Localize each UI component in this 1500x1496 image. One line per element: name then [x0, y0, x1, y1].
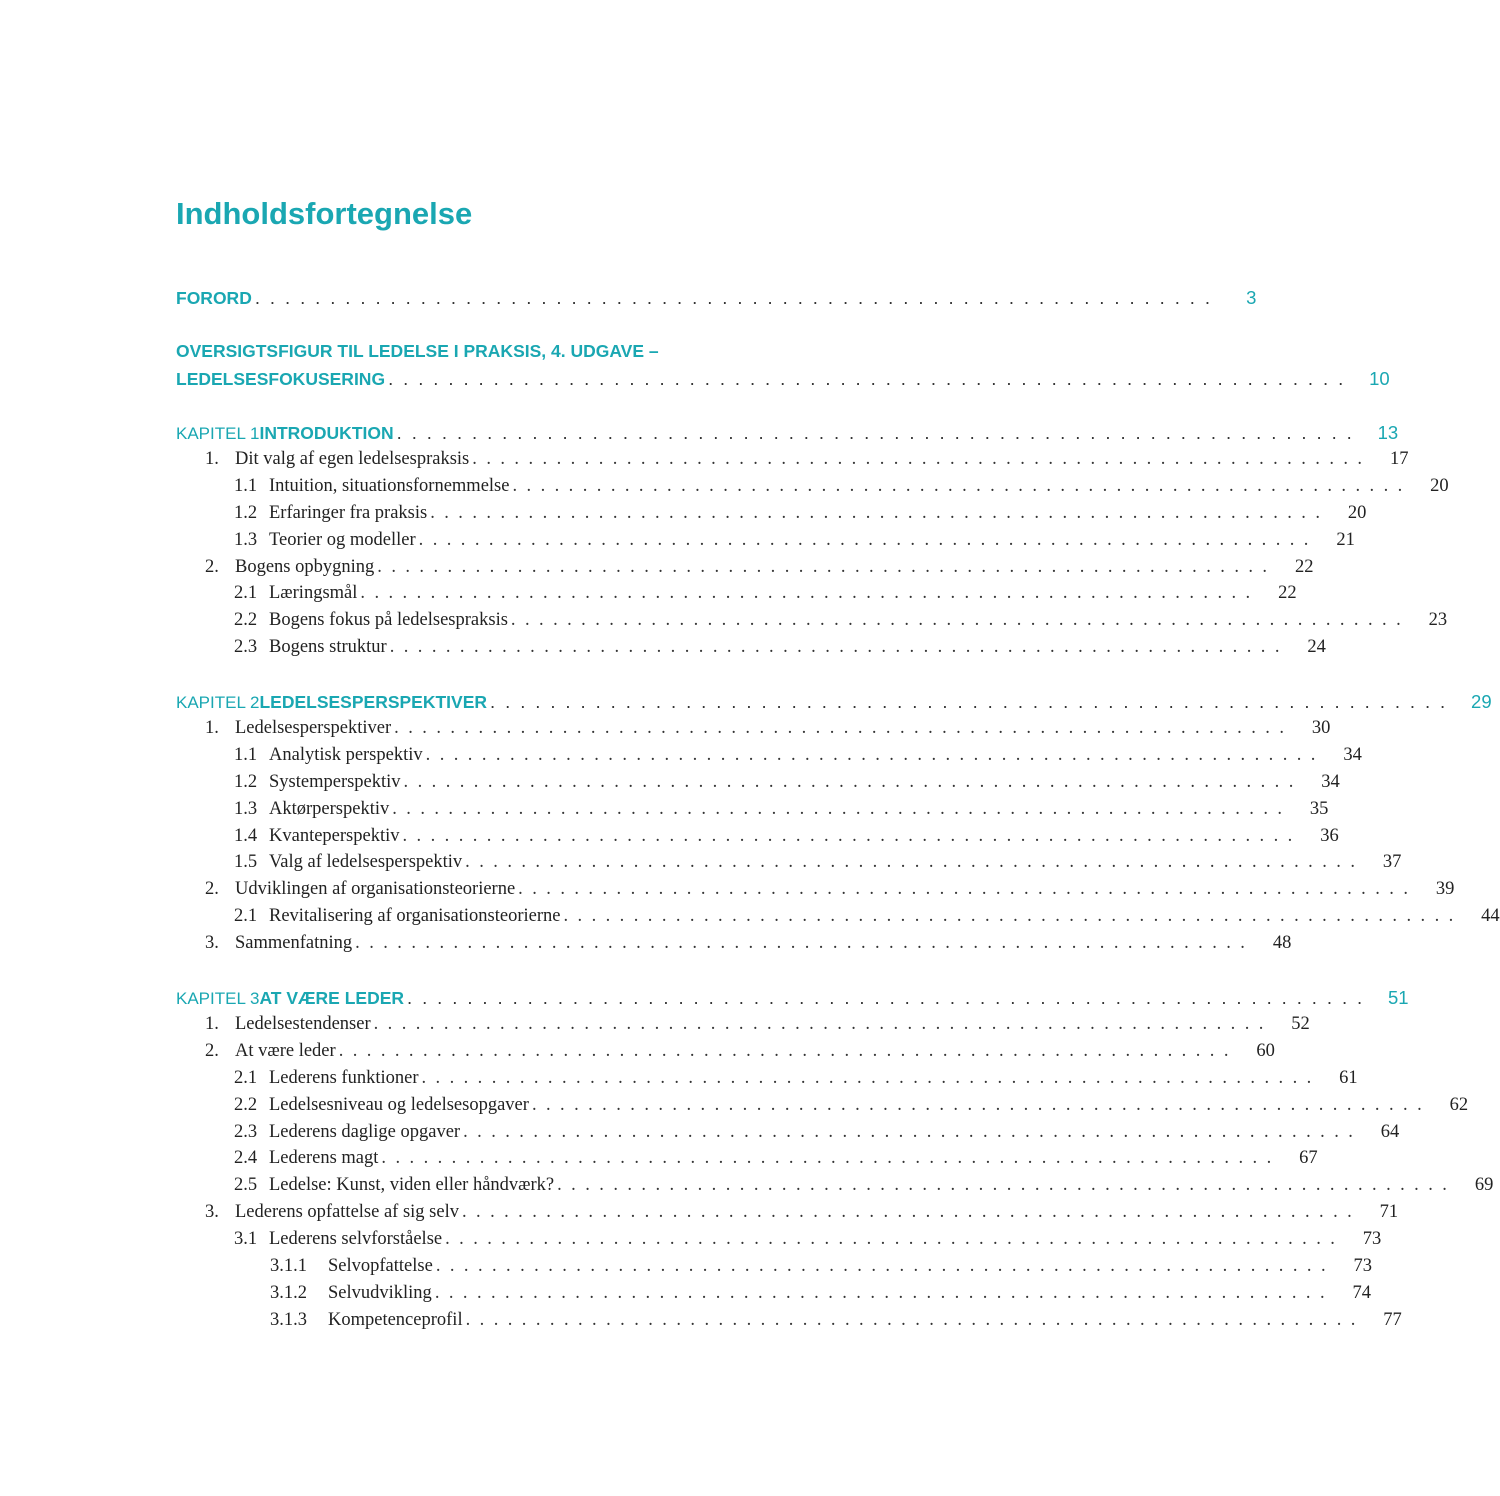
page-number: 22: [1278, 583, 1297, 603]
section-number: 2.1: [234, 906, 258, 926]
page-number: 44: [1481, 906, 1500, 926]
leader-dots: . . . . . . . . . . . . . . . . . . . . . . . . . . . . . . . . . . . . . . . . . . . . . . . . . . . . . . . . . . . . . . . .: [430, 503, 1323, 523]
section-title: Bogens fokus på ledelsespraksis: [269, 610, 508, 630]
page-number: 34: [1321, 772, 1340, 792]
section-title: Revitalisering af organisationsteorierne: [269, 906, 561, 926]
section-number: 2.1: [234, 583, 258, 603]
section-number: 3.: [205, 933, 219, 953]
section-title: Erfaringer fra praksis: [269, 503, 428, 523]
toc-entry: [234, 580, 1297, 607]
toc-entry: [205, 930, 1292, 957]
section-title: Analytisk perspektiv: [269, 745, 423, 765]
toc-entry: [234, 1172, 1494, 1199]
section-title: Udviklingen af organisationsteorierne: [235, 879, 516, 899]
section-number: 1.2: [234, 772, 258, 792]
section-title: Lederens magt: [269, 1148, 379, 1168]
toc-entry: [234, 796, 1329, 823]
page-title: Indholdsfortegnelse: [176, 196, 473, 231]
toc-entry: [234, 769, 1340, 796]
section-number: 2.2: [234, 610, 258, 630]
leader-dots: . . . . . . . . . . . . . . . . . . . . . . . . . . . . . . . . . . . . . . . . . . . . . . . . . . . . . . . . . . . . . . . .: [463, 1122, 1356, 1142]
leader-dots: . . . . . . . . . . . . . . . . . . . . . . . . . . . . . . . . . . . . . . . . . . . . . . . . . . . . . . . . . . . . . . . .: [510, 610, 1404, 630]
page-number: 29: [1471, 691, 1492, 712]
page-number: 39: [1435, 879, 1455, 899]
toc-entry: [234, 823, 1339, 850]
leader-dots: . . . . . . . . . . . . . . . . . . . . . . . . . . . . . . . . . . . . . . . . . . . . . . . . . . . . . . . . . . . . . . . .: [355, 933, 1248, 953]
page-number: 69: [1474, 1175, 1494, 1195]
chapter-title: LEDELSESPERSPEKTIVER: [259, 692, 488, 712]
section-number: 1.3: [234, 799, 258, 819]
section-number: 2.3: [234, 637, 258, 657]
toc-entry-forord: [176, 284, 1257, 311]
chapter-title: INTRODUKTION: [259, 423, 394, 443]
toc-entry: [234, 473, 1449, 500]
leader-dots: . . . . . . . . . . . . . . . . . . . . . . . . . . . . . . . . . . . . . . . . . . . . . . . . . . . . . . . . . . . . . . . .: [518, 879, 1411, 899]
page-number: 20: [1347, 503, 1367, 523]
section-title: Selvudvikling: [328, 1283, 432, 1303]
chapter-title: AT VÆRE LEDER: [259, 988, 405, 1008]
oversigt-label-line1: OVERSIGTSFIGUR TIL LEDELSE I PRAKSIS, 4. UDGAVE –: [176, 341, 659, 361]
toc-entry: [234, 1092, 1469, 1119]
toc-entry: [270, 1253, 1372, 1280]
leader-dots: . . . . . . . . . . . . . . . . . . . . . . . . . . . . . . . . . . . . . . . . . . . . . . . . . . . . . . . . . . . . . . . .: [403, 772, 1296, 792]
toc-entry-oversigt: [176, 365, 1390, 392]
leader-dots: . . . . . . . . . . . . . . . . . . . . . . . . . . . . . . . . . . . . . . . . . . . . . . . . . . . . . . . . . . . . . . . .: [396, 422, 1355, 443]
toc-entry: [270, 1280, 1371, 1307]
page-number: 3: [1246, 287, 1257, 308]
section-title: Bogens struktur: [269, 637, 387, 657]
page-number: 74: [1352, 1283, 1371, 1303]
leader-dots: . . . . . . . . . . . . . . . . . . . . . . . . . . . . . . . . . . . . . . . . . . . . . . . . . . . . . . . . . . . . . . . .: [254, 287, 1213, 308]
toc-entry: [234, 634, 1326, 661]
leader-dots: . . . . . . . . . . . . . . . . . . . . . . . . . . . . . . . . . . . . . . . . . . . . . . . . . . . . . . . . . . . . . . . .: [392, 799, 1285, 819]
page-number: 37: [1382, 852, 1402, 872]
toc-entry: [234, 742, 1362, 769]
section-title: Lederens funktioner: [269, 1068, 419, 1088]
leader-dots: . . . . . . . . . . . . . . . . . . . . . . . . . . . . . . . . . . . . . . . . . . . . . . . . . . . . . . . . . . . . . . . .: [425, 745, 1318, 765]
page-number: 23: [1428, 610, 1448, 630]
toc-entry: [270, 1307, 1402, 1334]
section-number: 1.2: [234, 503, 258, 523]
toc-entry: [234, 1145, 1318, 1172]
section-number: 1.5: [234, 852, 258, 872]
toc-entry: [234, 1226, 1382, 1253]
toc-entry: [205, 1038, 1275, 1065]
page-number: 77: [1383, 1310, 1402, 1330]
chapter-heading-2: [176, 688, 1492, 715]
leader-dots: . . . . . . . . . . . . . . . . . . . . . . . . . . . . . . . . . . . . . . . . . . . . . . . . . . . . . . . . . . . . . . . .: [461, 1202, 1355, 1222]
leader-dots: . . . . . . . . . . . . . . . . . . . . . . . . . . . . . . . . . . . . . . . . . . . . . . . . . . . . . . . . . . . . . . . .: [472, 449, 1365, 469]
section-number: 3.: [205, 1202, 219, 1222]
section-title: Dit valg af egen ledelsespraksis: [235, 449, 470, 469]
section-number: 2.3: [234, 1122, 258, 1142]
leader-dots: . . . . . . . . . . . . . . . . . . . . . . . . . . . . . . . . . . . . . . . . . . . . . . . . . . . . . . . . . . . . . . . .: [557, 1175, 1450, 1195]
chapter-prefix: KAPITEL 1: [176, 424, 260, 443]
section-title: Lederens daglige opgaver: [269, 1122, 461, 1142]
oversigt-label-line2: LEDELSESFOKUSERING: [176, 369, 386, 389]
section-title: Valg af ledelsesperspektiv: [269, 852, 463, 872]
section-number: 2.: [205, 879, 219, 899]
page-number: 13: [1377, 422, 1399, 443]
section-number: 1.: [205, 718, 219, 738]
page-number: 10: [1369, 368, 1390, 389]
page-number: 71: [1379, 1202, 1399, 1222]
toc-entry: [234, 1119, 1400, 1146]
section-number: 3.1: [234, 1229, 258, 1249]
section-number: 1.: [205, 1014, 219, 1034]
leader-dots: . . . . . . . . . . . . . . . . . . . . . . . . . . . . . . . . . . . . . . . . . . . . . . . . . . . . . . . . . . . . . . . .: [373, 1014, 1266, 1034]
leader-dots: . . . . . . . . . . . . . . . . . . . . . . . . . . . . . . . . . . . . . . . . . . . . . . . . . . . . . . . . . . . . . . . .: [418, 530, 1311, 550]
leader-dots: . . . . . . . . . . . . . . . . . . . . . . . . . . . . . . . . . . . . . . . . . . . . . . . . . . . . . . . . . . . . . . . .: [402, 826, 1295, 846]
toc-entry: [205, 554, 1314, 581]
section-number: 2.4: [234, 1148, 258, 1168]
section-title: Ledelse: Kunst, viden eller håndværk?: [269, 1175, 555, 1195]
leader-dots: . . . . . . . . . . . . . . . . . . . . . . . . . . . . . . . . . . . . . . . . . . . . . . . . . . . . . . . . . . . . . . . .: [338, 1041, 1231, 1061]
leader-dots: . . . . . . . . . . . . . . . . . . . . . . . . . . . . . . . . . . . . . . . . . . . . . . . . . . . . . . . . . . . . . . . .: [490, 691, 1448, 712]
page-number: 67: [1299, 1148, 1318, 1168]
section-title: Aktørperspektiv: [269, 799, 390, 819]
section-number: 1.: [205, 449, 219, 469]
leader-dots: . . . . . . . . . . . . . . . . . . . . . . . . . . . . . . . . . . . . . . . . . . . . . . . . . . . . . . . . . . . . . . . .: [360, 583, 1253, 603]
leader-dots: . . . . . . . . . . . . . . . . . . . . . . . . . . . . . . . . . . . . . . . . . . . . . . . . . . . . . . . . . . . . . . . .: [381, 1148, 1274, 1168]
section-number: 2.1: [234, 1068, 258, 1088]
leader-dots: . . . . . . . . . . . . . . . . . . . . . . . . . . . . . . . . . . . . . . . . . . . . . . . . . . . . . . . . . . . . . . . .: [531, 1095, 1425, 1115]
section-title: Teorier og modeller: [269, 530, 416, 550]
toc-entry: [205, 1011, 1310, 1038]
chapter-prefix: KAPITEL 2: [176, 693, 260, 712]
leader-dots: . . . . . . . . . . . . . . . . . . . . . . . . . . . . . . . . . . . . . . . . . . . . . . . . . . . . . . . . . . . . . . . .: [435, 1256, 1328, 1276]
page-number: 20: [1430, 476, 1449, 496]
toc-entry: [205, 876, 1455, 903]
section-title: Intuition, situationsfornemmelse: [269, 476, 510, 496]
section-number: 1.1: [234, 745, 258, 765]
section-title: Læringsmål: [269, 583, 358, 603]
leader-dots: . . . . . . . . . . . . . . . . . . . . . . . . . . . . . . . . . . . . . . . . . . . . . . . . . . . . . . . . . . . . . . . .: [394, 718, 1287, 738]
leader-dots: . . . . . . . . . . . . . . . . . . . . . . . . . . . . . . . . . . . . . . . . . . . . . . . . . . . . . . . . . . . . . . . .: [434, 1283, 1327, 1303]
chapter-heading-1: [176, 419, 1399, 446]
section-title: Ledelsesniveau og ledelsesopgaver: [269, 1095, 529, 1115]
leader-dots: . . . . . . . . . . . . . . . . . . . . . . . . . . . . . . . . . . . . . . . . . . . . . . . . . . . . . . . . . . . . . . . .: [388, 368, 1346, 389]
section-number: 3.1.1: [270, 1256, 307, 1276]
page-number: 73: [1353, 1256, 1372, 1276]
section-number: 2.5: [234, 1175, 258, 1195]
section-title: Systemperspektiv: [269, 772, 401, 792]
page-number: 24: [1307, 637, 1326, 657]
section-number: 1.3: [234, 530, 258, 550]
section-title: Lederens selvforståelse: [269, 1229, 443, 1249]
leader-dots: . . . . . . . . . . . . . . . . . . . . . . . . . . . . . . . . . . . . . . . . . . . . . . . . . . . . . . . . . . . . . . . .: [465, 852, 1358, 872]
page-number: 35: [1309, 799, 1329, 819]
section-number: 1.4: [234, 826, 258, 846]
page-number: 62: [1449, 1095, 1469, 1115]
page-number: 22: [1294, 557, 1314, 577]
page-number: 36: [1320, 826, 1339, 846]
leader-dots: . . . . . . . . . . . . . . . . . . . . . . . . . . . . . . . . . . . . . . . . . . . . . . . . . . . . . . . . . . . . . . . .: [421, 1068, 1314, 1088]
section-title: Kompetenceprofil: [328, 1310, 463, 1330]
section-number: 3.1.2: [270, 1283, 307, 1303]
toc-entry: [205, 446, 1409, 473]
forord-label: FORORD: [176, 288, 252, 308]
section-title: Kvanteperspektiv: [269, 826, 400, 846]
toc-entry: [234, 500, 1367, 527]
chapter-heading-3: [176, 984, 1409, 1011]
toc-entry: [234, 607, 1448, 634]
section-title: Selvopfattelse: [328, 1256, 433, 1276]
page-number: 73: [1362, 1229, 1382, 1249]
section-title: Bogens opbygning: [235, 557, 375, 577]
leader-dots: . . . . . . . . . . . . . . . . . . . . . . . . . . . . . . . . . . . . . . . . . . . . . . . . . . . . . . . . . . . . . . . .: [407, 987, 1365, 1008]
section-title: At være leder: [235, 1041, 336, 1061]
section-title: Lederens opfattelse af sig selv: [235, 1202, 459, 1222]
page-number: 34: [1343, 745, 1362, 765]
toc-entry: [205, 1199, 1399, 1226]
section-number: 2.: [205, 557, 219, 577]
section-number: 2.2: [234, 1095, 258, 1115]
leader-dots: . . . . . . . . . . . . . . . . . . . . . . . . . . . . . . . . . . . . . . . . . . . . . . . . . . . . . . . . . . . . . . . .: [389, 637, 1282, 657]
page-number: 48: [1272, 933, 1292, 953]
toc-entry: [234, 527, 1355, 554]
section-number: 3.1.3: [270, 1310, 307, 1330]
section-number: 2.: [205, 1041, 219, 1061]
page-number: 17: [1389, 449, 1409, 469]
section-title: Sammenfatning: [235, 933, 353, 953]
toc-entry: [205, 715, 1331, 742]
section-number: 1.1: [234, 476, 258, 496]
toc-entry: [234, 849, 1402, 876]
page-number: 30: [1311, 718, 1331, 738]
leader-dots: . . . . . . . . . . . . . . . . . . . . . . . . . . . . . . . . . . . . . . . . . . . . . . . . . . . . . . . . . . . . . . . .: [445, 1229, 1338, 1249]
section-title: Ledelsestendenser: [235, 1014, 371, 1034]
page-number: 52: [1291, 1014, 1310, 1034]
page-number: 51: [1388, 987, 1409, 1008]
page-number: 64: [1380, 1122, 1400, 1142]
page-number: 21: [1336, 530, 1355, 550]
toc-entry: [234, 1065, 1358, 1092]
page-number: 61: [1339, 1068, 1358, 1088]
toc-entry: [234, 903, 1500, 930]
leader-dots: . . . . . . . . . . . . . . . . . . . . . . . . . . . . . . . . . . . . . . . . . . . . . . . . . . . . . . . . . . . . . . . .: [563, 906, 1456, 926]
leader-dots: . . . . . . . . . . . . . . . . . . . . . . . . . . . . . . . . . . . . . . . . . . . . . . . . . . . . . . . . . . . . . . . .: [377, 557, 1270, 577]
section-title: Ledelsesperspektiver: [235, 718, 392, 738]
chapter-prefix: KAPITEL 3: [176, 989, 260, 1008]
page-number: 60: [1256, 1041, 1275, 1061]
leader-dots: . . . . . . . . . . . . . . . . . . . . . . . . . . . . . . . . . . . . . . . . . . . . . . . . . . . . . . . . . . . . . . . .: [465, 1310, 1358, 1330]
leader-dots: . . . . . . . . . . . . . . . . . . . . . . . . . . . . . . . . . . . . . . . . . . . . . . . . . . . . . . . . . . . . . . . .: [512, 476, 1405, 496]
